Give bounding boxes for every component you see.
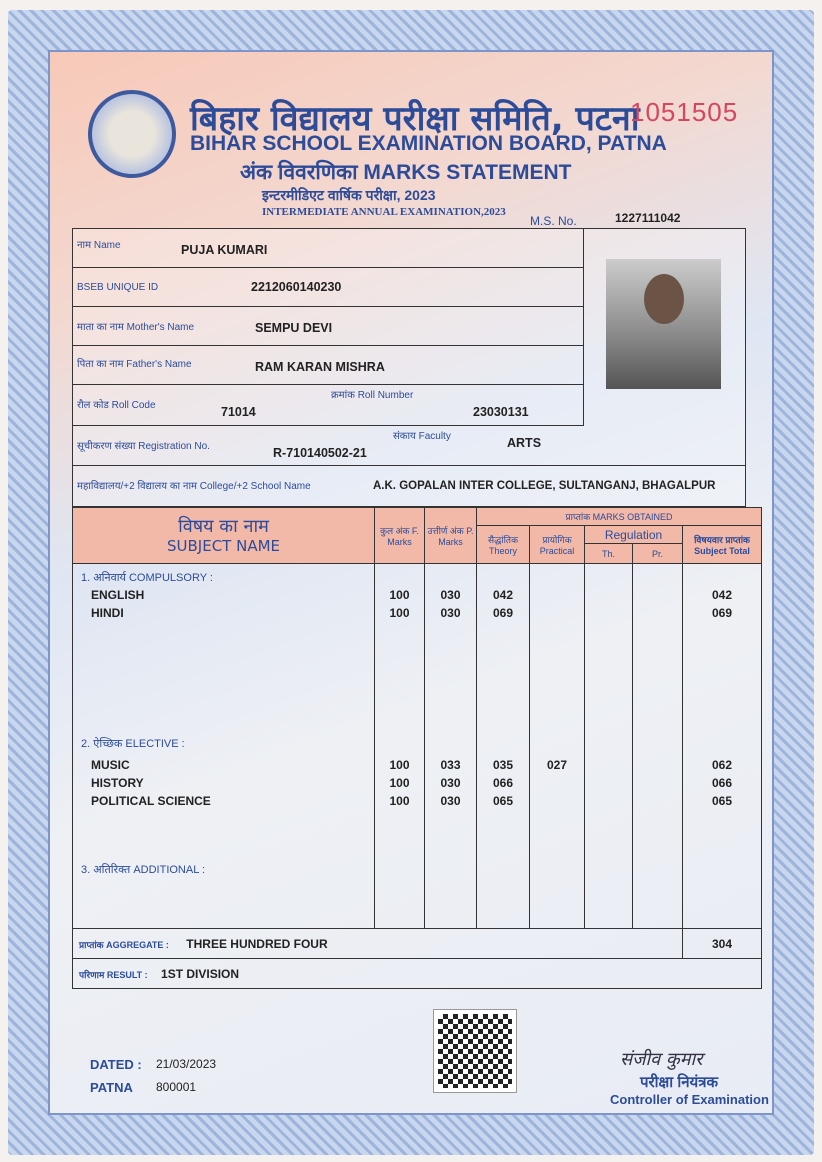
serial-number: 1051505 bbox=[630, 97, 739, 127]
marks-obtained-header: प्राप्तांक MARKS OBTAINED bbox=[477, 508, 762, 526]
statement-title: अंक विवरणिका MARKS STATEMENT bbox=[240, 161, 572, 184]
mark-th: 035 bbox=[492, 758, 514, 772]
college-label: महाविद्यालय/+2 विद्यालय का नाम College/+2 School Name bbox=[77, 481, 311, 492]
mark-p: 033 bbox=[440, 758, 461, 772]
mark-pr: 027 bbox=[546, 758, 568, 772]
practical-header: प्रायोगिक Practical bbox=[530, 526, 585, 564]
college-name: A.K. GOPALAN INTER COLLEGE, SULTANGANJ, BHAGALPUR bbox=[373, 480, 716, 492]
exam-english: INTERMEDIATE ANNUAL EXAMINATION,2023 bbox=[262, 206, 506, 218]
full-marks-header: कुल अंक F. Marks bbox=[375, 508, 425, 564]
faculty: ARTS bbox=[507, 436, 542, 450]
roll-code-label: रौल कोड Roll Code bbox=[77, 400, 156, 411]
mark-th: 069 bbox=[492, 606, 514, 620]
exam-hindi: इन्टरमीडिएट वार्षिक परीक्षा, 2023 bbox=[262, 187, 436, 203]
registration-number: R-710140502-21 bbox=[273, 446, 367, 460]
student-photo bbox=[606, 259, 721, 389]
mark-total: 062 bbox=[711, 758, 733, 772]
mark-f: 100 bbox=[389, 588, 410, 602]
reg-pr-header: Pr. bbox=[633, 544, 683, 564]
mark-p: 030 bbox=[440, 776, 461, 790]
mark-th: 065 bbox=[492, 794, 514, 808]
qr-code bbox=[434, 1010, 516, 1092]
name-label: नाम Name bbox=[77, 240, 121, 251]
result-label: परिणाम RESULT : bbox=[79, 969, 148, 980]
student-name: PUJA KUMARI bbox=[181, 243, 268, 257]
roll-number: 23030131 bbox=[473, 405, 529, 419]
mother-name: SEMPU DEVI bbox=[255, 321, 333, 335]
subject-name: HINDI bbox=[91, 606, 124, 620]
roll-number-label: क्रमांक Roll Number bbox=[331, 390, 414, 401]
mark-th: 066 bbox=[492, 776, 514, 790]
roll-code: 71014 bbox=[221, 405, 256, 419]
pin-code: 800001 bbox=[156, 1080, 197, 1094]
aggregate-label: प्राप्तांक AGGREGATE : bbox=[79, 939, 169, 950]
uid-label: BSEB UNIQUE ID bbox=[77, 282, 159, 293]
mark-p: 030 bbox=[440, 606, 461, 620]
dated-label: DATED : bbox=[90, 1057, 142, 1072]
theory-header: सैद्धांतिक Theory bbox=[477, 526, 530, 564]
subject-name: MUSIC bbox=[91, 758, 130, 772]
mark-f: 100 bbox=[389, 776, 410, 790]
title-english: BIHAR SCHOOL EXAMINATION BOARD, PATNA bbox=[190, 132, 667, 155]
registration-label: सूचीकरण संख्या Registration No. bbox=[77, 441, 210, 452]
subject-name: HISTORY bbox=[91, 776, 144, 790]
mark-th: 042 bbox=[492, 588, 514, 602]
board-seal-logo bbox=[88, 90, 176, 178]
mark-pr bbox=[532, 606, 582, 624]
mark-f: 100 bbox=[389, 606, 410, 620]
subject-total-header: विषयवार प्राप्तांक Subject Total bbox=[683, 526, 762, 564]
controller-title: Controller of Examination bbox=[610, 1092, 769, 1107]
ms-number: 1227111042 bbox=[615, 211, 681, 225]
mark-pr bbox=[532, 776, 582, 794]
mark-total: 042 bbox=[711, 588, 733, 602]
mark-pr bbox=[532, 588, 582, 606]
student-info bbox=[72, 228, 746, 507]
compulsory-label: 1. अनिवार्य COMPULSORY : bbox=[81, 572, 213, 584]
mark-pr bbox=[532, 794, 582, 812]
mark-total: 066 bbox=[711, 776, 733, 790]
father-label: पिता का नाम Father's Name bbox=[77, 359, 192, 370]
elective-label: 2. ऐच्छिक ELECTIVE : bbox=[81, 738, 185, 750]
mark-f: 100 bbox=[389, 758, 410, 772]
document-body bbox=[48, 50, 774, 1115]
photo-cell bbox=[583, 229, 745, 426]
aggregate-total: 304 bbox=[683, 929, 762, 959]
subject-header: विषय का नाम SUBJECT NAME bbox=[73, 508, 375, 564]
result: 1ST DIVISION bbox=[161, 966, 240, 981]
mark-total: 069 bbox=[711, 606, 733, 620]
controller-signature: संजीव कुमार bbox=[620, 1049, 703, 1070]
marks-table bbox=[72, 507, 762, 989]
father-name: RAM KARAN MISHRA bbox=[255, 360, 385, 374]
regulation-header: Regulation bbox=[585, 526, 683, 544]
mark-p: 030 bbox=[440, 588, 461, 602]
ms-label: M.S. No. bbox=[530, 214, 577, 228]
marks-statement bbox=[8, 10, 814, 1155]
subject-name: POLITICAL SCIENCE bbox=[91, 794, 211, 808]
place: PATNA bbox=[90, 1080, 133, 1095]
unique-id: 2212060140230 bbox=[251, 280, 342, 294]
faculty-label: संकाय Faculty bbox=[393, 431, 451, 442]
additional-label: 3. अतिरिक्त ADDITIONAL : bbox=[81, 864, 206, 876]
subject-name: ENGLISH bbox=[91, 588, 145, 602]
reg-th-header: Th. bbox=[585, 544, 633, 564]
mark-p: 030 bbox=[440, 794, 461, 808]
mark-f: 100 bbox=[389, 794, 410, 808]
aggregate-words: THREE HUNDRED FOUR bbox=[186, 936, 328, 951]
controller-title-hindi: परीक्षा नियंत्रक bbox=[640, 1074, 719, 1091]
mark-total: 065 bbox=[711, 794, 733, 808]
title-hindi: बिहार विद्यालय परीक्षा समिति, पटना bbox=[190, 99, 640, 139]
date: 21/03/2023 bbox=[156, 1057, 217, 1071]
pass-marks-header: उत्तीर्ण अंक P. Marks bbox=[425, 508, 477, 564]
mother-label: माता का नाम Mother's Name bbox=[77, 322, 195, 333]
